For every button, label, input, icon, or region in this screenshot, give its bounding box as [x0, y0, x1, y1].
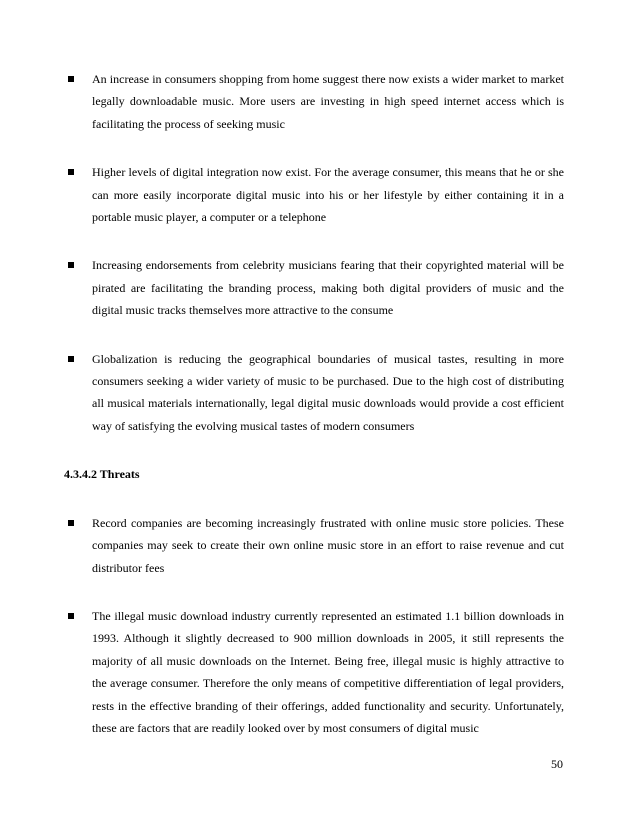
opportunity-text-3: Increasing endorsements from celebrity musicians fearing that their copyrighted material will be pirated are facilitating the branding process, making both digital providers of music and the digital music tracks themselves more attractive to the consume: [92, 258, 564, 318]
threat-text-1: Record companies are becoming increasingly frustrated with online music store policies. These companies may seek to create their own online music store in an effort to raise revenue and cut distributor fees: [92, 515, 564, 575]
square-bullet-icon: [68, 520, 74, 526]
threats-heading: 4.3.4.2 Threats: [64, 467, 140, 482]
square-bullet-icon: [68, 356, 74, 362]
opportunity-text-4: Globalization is reducing the geographical boundaries of musical tastes, resulting in more consumers seeking a wider variety of music to be purchased. Due to the high cost of distributing all musical materials internationally, legal digital music downloads would provide a cost efficient way of satisfying the evolving musical tastes of modern consumers: [92, 351, 564, 433]
square-bullet-icon: [68, 169, 74, 175]
threat-item-2: [64, 605, 564, 739]
page-content: [64, 68, 564, 739]
threat-item-1: [64, 512, 564, 579]
opportunity-item-3: [64, 254, 564, 321]
opportunity-item-2: [64, 161, 564, 228]
opportunity-item-4: [64, 348, 564, 438]
opportunity-text-2: Higher levels of digital integration now exist. For the average consumer, this means that he or she can more easily incorporate digital music into his or her lifestyle by either containing it in a portable music player, a computer or a telephone: [92, 165, 564, 225]
page-number: 50: [551, 757, 563, 771]
threat-text-2: The illegal music download industry currently represented an estimated 1.1 billion downloads in 1993. Although it slightly decreased to 900 million downloads in 2005, it still represents the majority of all music downloads on the Internet. Being free, illegal music is highly attractive to the average consumer. Therefore the only means of competitive differentiation of legal providers, rests in the effective branding of their offerings, added functionality and security. Unfortunately, these are factors that are readily looked over by most consumers of digital music: [92, 608, 564, 735]
square-bullet-icon: [68, 613, 74, 619]
opportunity-text-1: An increase in consumers shopping from home suggest there now exists a wider market to market legally downloadable music. More users are investing in high speed internet access which is facilitating the process of seeking music: [92, 72, 564, 131]
square-bullet-icon: [68, 262, 74, 268]
opportunity-item-1: [64, 68, 564, 135]
square-bullet-icon: [68, 76, 74, 82]
